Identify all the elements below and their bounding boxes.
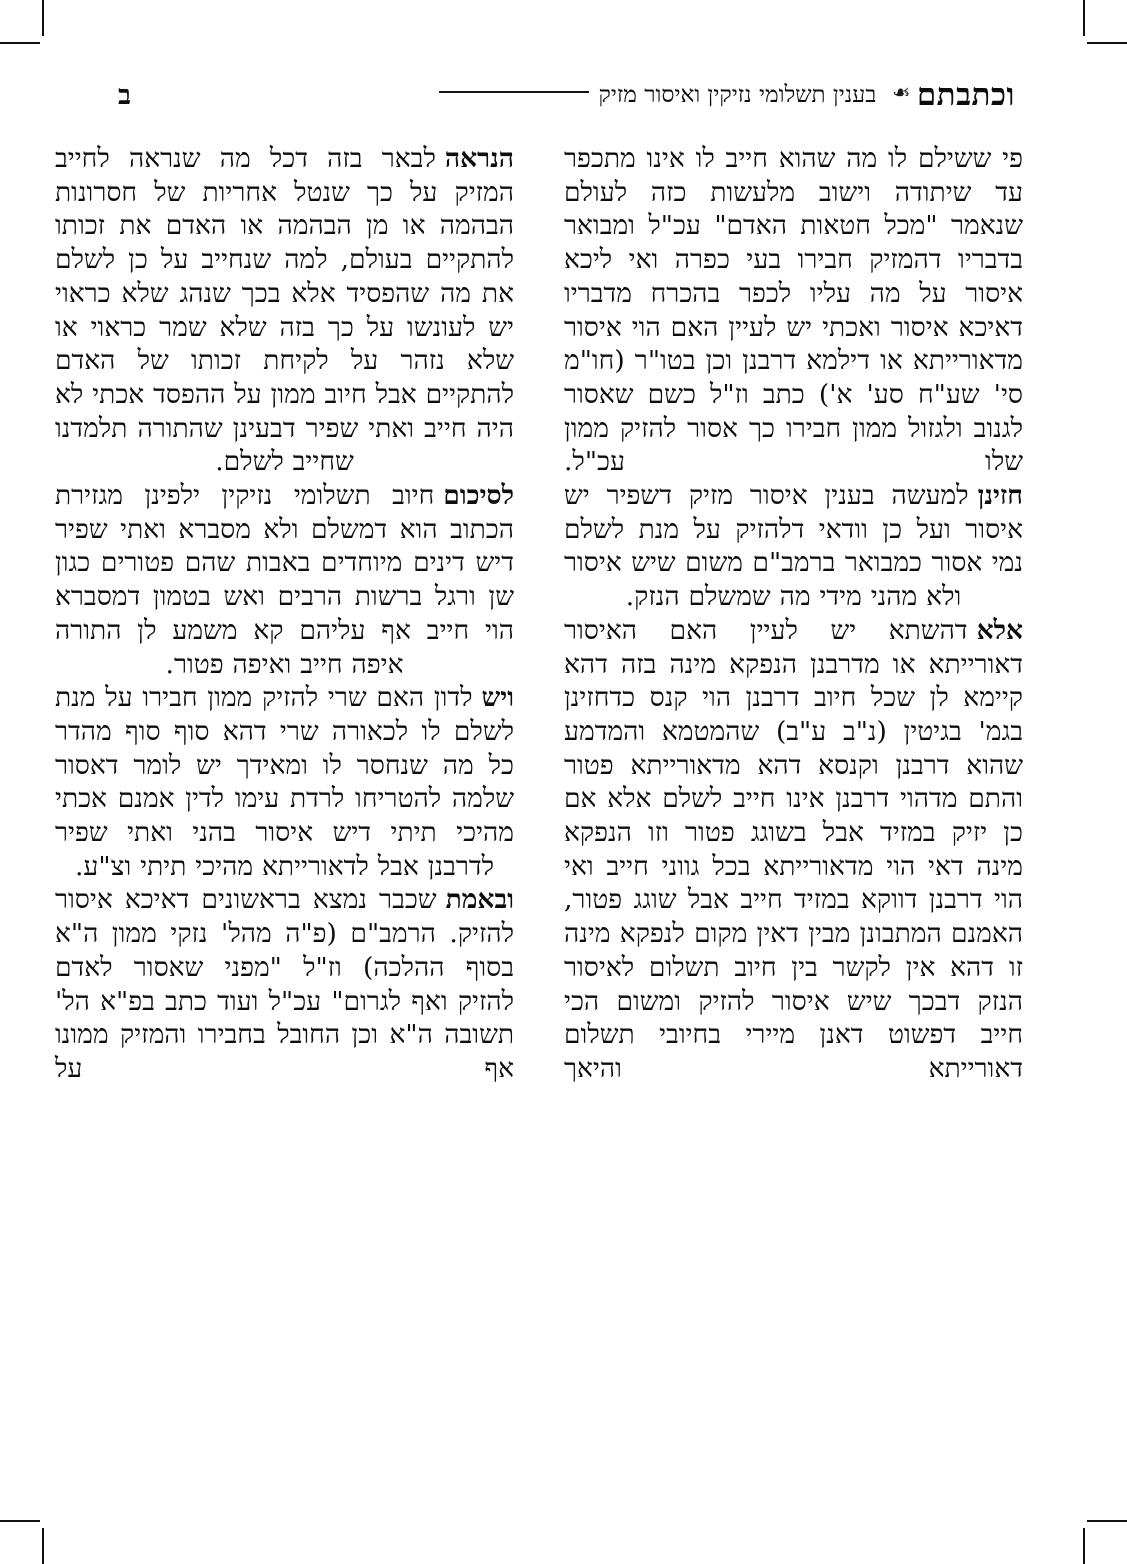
book-title: וכתבתם (916, 76, 1015, 113)
running-head (104, 72, 1023, 118)
paragraph-body: פי ששילם לו מה שהוא חייב לו אינו מתכפר עד שיתודה וישוב מלעשות כזה לעולם שנאמר "מכל חטאות האדם" עכ"ל ומבואר בדבריו דהמזיק חבירו בעי כפרה ואי ליכא איסור על מה עליו לכפר בהכרח מדבריו דאיכא איסור ואכתי יש לעיין האם הוי איסור מדאורייתא או דילמא דרבנן וכן בטו"ר (חו"מ סי' שע"ח סע' א') כתב וז"ל כשם שאסור לגנוב ולגזול ממון חבירו כך אסור להזיק ממון שלו עכ"ל. (564, 143, 1023, 478)
paragraph (55, 479, 514, 681)
paragraph-body: לדון האם שרי להזיק ממון חבירו על מנת לשלם לו לכאורה שרי דהא סוף סוף מהדר כל מה שנחסר לו ומאידך יש לומר דאסור שלמה להטריחו לרדת עימו לדין אמנם אכתי מהיכי תיתי דיש איסור בהני ואתי שפיר לדרבנן אבל לדאורייתא מהיכי תיתי וצ"ע. (55, 682, 514, 882)
paragraph-body: למעשה בענין איסור מזיק דשפיר יש איסור ועל כן וודאי דלהזיק על מנת לשלם נמי אסור כמבואר ברמב"ם משום שיש איסור ולא מהני מידי מה שמשלם הנזק. (564, 480, 1023, 613)
paragraph (564, 479, 1023, 614)
folio-number: ב (118, 79, 132, 111)
paragraph-lead-word: חזינן (977, 480, 1023, 512)
paragraph-lead-word: ויש (481, 682, 514, 714)
header-rule (439, 91, 589, 93)
paragraph-lead-word: ובאמת (445, 884, 514, 916)
paragraph-body: לבאר בזה דכל מה שנראה לחייב המזיק על כך שנטל אחריות של חסרונות הבהמה או מן הבהמה או האדם את זכותו להתקיים בעולם, למה שנחייב על כן לשלם את מה שהפסיד אלא בכך שנהג שלא כראוי יש לעונשו על כך בזה שלא שמר כראוי או שלא נזהר על לקיחת זכותו של האדם להתקיים אבל חיוב ממון על ההפסד אכתי לא היה חייב ואתי שפיר דבעינן שהתורה תלמדנו שחייב לשלם. (55, 143, 514, 478)
paragraph-body: חיוב תשלומי נזיקין ילפינן מגזירת הכתוב הוא דמשלם ולא מסברא ואתי שפיר דיש דינים מיוחדים באבות שהם פטורים כגון שן ורגל ברשות הרבים ואש בטמון דמסברא הוי חייב אף עליהם קא משמע לן התורה איפה חייב ואיפה פטור. (55, 480, 514, 680)
text-body (55, 142, 1023, 1472)
column-left (564, 142, 1023, 1472)
paragraph-lead-word: לסיכום (443, 480, 514, 512)
paragraph (564, 142, 1023, 479)
paragraph (564, 614, 1023, 1086)
paragraph-body: שכבר נמצא בראשונים דאיכא איסור להזיק. הרמב"ם (פ"ה מהל' נזקי ממון ה"א בסוף ההלכה) וז"ל "מפני שאסור לאדם להזיק ואף לגרום" עכ"ל ועוד כתב בפ"א הל' תשובה ה"א וכן החובל בחבירו והמזיק ממונו אף על (55, 884, 514, 1084)
paragraph-body: דהשתא יש לעיין האם האיסור דאורייתא או מדרבנן הנפקא מינה בזה דהא קיימא לן שכל חיוב דרבנן הוי קנס כדחזינן בגמ' בגיטין (נ"ב ע"ב) שהמטמא והמדמע שהוא דרבנן וקנסא דהא מדאורייתא פטור והתם מדהוי דרבנן אינו חייב לשלם אלא אם כן יזיק במזיד אבל בשוגג פטור וזו הנפקא מינה דאי הוי מדאורייתא בכל גווני חייב ואי הוי דרבנן דווקא במזיד חייב אבל שוגג פטור, האמנם המתבונן מבין דאין מקום לנפקא מינה זו דהא אין לקשר בין חיוב תשלום לאיסור הנזק דבכך שיש איסור להזיק ומשום הכי חייב דפשוט דאנן מיירי בחיובי תשלום דאורייתא והיאך (564, 614, 1023, 1084)
crop-mark-top-right (1007, 0, 1127, 120)
paragraph (55, 142, 514, 479)
paragraph-lead-word: אלא (976, 614, 1023, 646)
floral-ornament-icon: ❧ (892, 81, 911, 106)
column-right (55, 142, 514, 1472)
paragraph (55, 883, 514, 1085)
crop-mark-bottom-right (1007, 1444, 1127, 1564)
paragraph (55, 681, 514, 883)
crop-mark-top-left (0, 0, 120, 120)
paragraph-lead-word: הנראה (444, 143, 514, 174)
running-head-topic: בענין תשלומי נזיקין ואיסור מזיק (598, 81, 877, 108)
